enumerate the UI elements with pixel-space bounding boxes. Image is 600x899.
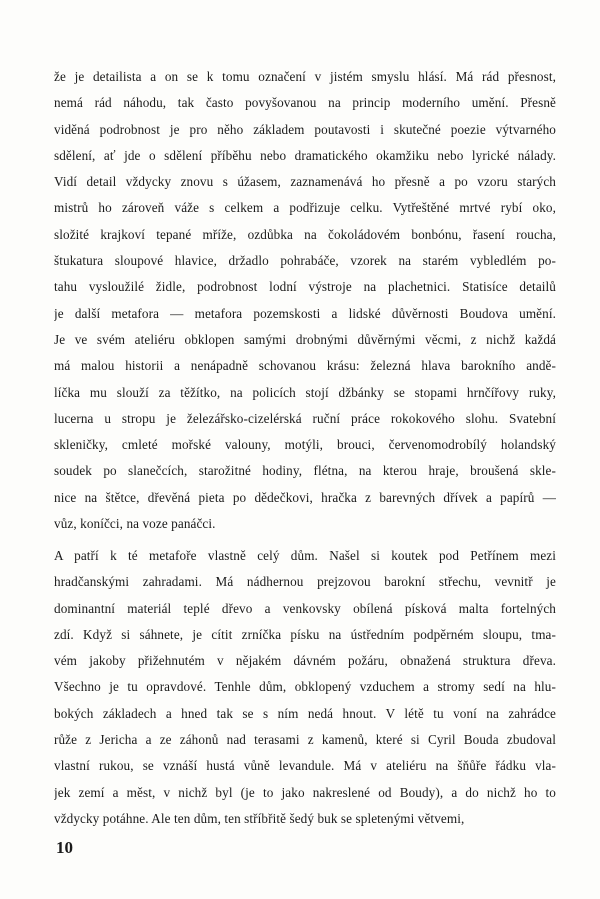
text-line: vlastní rukou, se vznáší hustá vůně levandule. Má v ateliéru na šňůře řádku vla- xyxy=(54,758,556,774)
text-line: sdělení, ať jde o sdělení příběhu nebo dramatického okamžiku nebo lyrické nálady. xyxy=(54,147,556,163)
text-line: lucerna u stropu je železářsko-cizelérská ruční práce rokokového slohu. Svatební xyxy=(54,410,556,426)
text-line: nemá rád náhodu, tak často povyšovanou na princip moderního umění. Přesně xyxy=(54,95,556,111)
text-line: vém jakoby přižehnutém v nějakém dávném požáru, obnažená struktura dřeva. xyxy=(54,653,556,669)
text-line: Vidí detail vždycky znovu s úžasem, zaznamenává ho přesně a po vzoru starých xyxy=(54,174,556,190)
text-line: A patří k té metafoře vlastně celý dům. Našel si koutek pod Petřínem mezi xyxy=(54,548,556,563)
text-line: štukatura sloupové hlavice, držadlo pohrabáče, vzorek na starém vybledlém po- xyxy=(54,253,556,269)
text-line: jek zemí a měst, v nichž byl (je to jako nakreslené od Boudy), a do nichž ho to xyxy=(54,784,556,800)
text-line: dominantní materiál teplé dřevo a venkovsky obílená písková malta fortelných xyxy=(54,600,556,616)
paragraph-2 xyxy=(54,543,556,832)
text-line: vůz, koníčci, na voze panáčci. xyxy=(54,516,216,532)
text-line: složité krajkoví tepané mříže, ozdůbka na čokoládovém bonbónu, řasení roucha, xyxy=(54,226,556,242)
text-line: hradčanskými zahradami. Má nádhernou prejzovou barokní střechu, vevnitř je xyxy=(54,574,556,590)
text-line: viděná podrobnost je pro něho základem poutavosti i skutečné poezie výtvarného xyxy=(54,121,556,137)
text-line: skleničky, cmleté mořské valouny, motýli, brouci, červenomodrobílý holandský xyxy=(54,437,556,453)
text-line: mistrů ho zároveň váže s celkem a podřizuje celku. Vytřeštěné mrtvé rybí oko, xyxy=(54,200,556,216)
text-line: líčka mu slouží za těžítko, na policích stojí džbánky se stopami hrnčířovy ruky, xyxy=(54,384,556,400)
text-line: Je ve svém ateliéru obklopen samými drobnými důvěrnými věcmi, z nichž každá xyxy=(54,331,556,347)
text-line: Všechno je tu opravdové. Tenhle dům, obklopený vzduchem a stromy sedí na hlu- xyxy=(54,679,556,695)
paragraph-1 xyxy=(54,64,556,537)
text-line: je další metafora — metafora pozemskosti a lidské důvěrnosti Boudova umění. xyxy=(54,305,556,321)
page-number: 10 xyxy=(56,838,73,857)
text-line: bokých základech a hned tak se s ním nedá hnout. V létě tu voní na zahrádce xyxy=(54,705,556,721)
text-line: má malou historii a nenápadně schovanou krásu: železná hlava barokního andě- xyxy=(54,358,556,374)
text-line: že je detailista a on se k tomu označení v jistém smyslu hlásí. Má rád přesnost, xyxy=(54,69,556,84)
text-line: zdí. Když si sáhnete, je cítit zrníčka písku na ústředním podpěrném sloupu, tma- xyxy=(54,626,556,642)
text-line: vždycky potáhne. Ale ten dům, ten stříbřitě šedý buk se spletenými větvemi, xyxy=(54,810,465,826)
text-line: růže z Jericha a ze záhonů nad terasami z kamenů, které si Cyril Bouda zbudoval xyxy=(54,732,556,748)
text-line: nice na štětce, dřevěná pieta po dědečkovi, hračka z barevných dřívek a papírů — xyxy=(54,489,556,505)
text-line: soudek po slanečcích, starožitné hodiny, flétna, na kterou hraje, broušená skle- xyxy=(54,463,556,479)
text-line: tahu vysloužilé židle, podrobnost lodní výstroje na plachetnici. Statisíce detailů xyxy=(54,279,556,295)
